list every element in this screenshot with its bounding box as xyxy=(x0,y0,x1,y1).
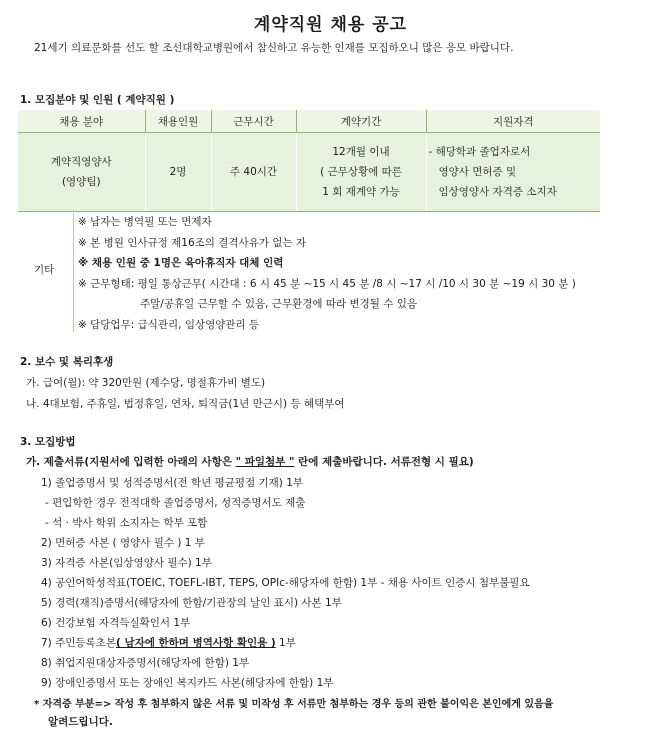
header-qualification: 지원자격 xyxy=(426,110,600,133)
submission-prefix: 가. 제출서류(지원서에 입력한 아래의 사항은 xyxy=(26,456,236,468)
cell-qualification xyxy=(426,133,600,212)
list-item: ※ 담당업무: 급식관리, 임상영양관리 등 xyxy=(78,318,260,331)
qualification-line: - 해당학과 졸업자로서 xyxy=(428,146,531,158)
cell-field xyxy=(18,133,145,212)
list-item: ※ 본 병원 인사규정 제16조의 결격사유가 없는 자 xyxy=(78,236,307,249)
list-item: 주말/공휴일 근무할 수 있음, 근무환경에 따라 변경될 수 있음 xyxy=(140,298,418,310)
etc-label: 기타 xyxy=(34,264,55,276)
etc-list xyxy=(78,212,576,335)
intro-text: 21세기 의료문화를 선도 할 조선대학교병원에서 참신하고 유능한 인재를 모집하오니 많은 응모 바랍니다. xyxy=(34,42,514,54)
section1-heading: 1. 모집분야 및 인원 ( 계약직원 ) xyxy=(20,94,175,106)
attach-label: " 파일첨부 " xyxy=(235,456,295,468)
item7-prefix: 7) 주민등록초본 xyxy=(41,637,116,649)
list-item: 나. 4대보험, 주휴일, 법정휴일, 연차, 퇴직금(1년 만근시) 등 혜택부여 xyxy=(26,398,345,410)
list-item: 가. 급여(월): 약 320만원 (제수당, 명절휴가비 별도) xyxy=(26,377,266,389)
list-item: - 편입학한 경우 전적대학 졸업증명서, 성적증명서도 제출 xyxy=(45,497,306,509)
list-item: 4) 공인어학성적표(TOEIC, TOEFL-IBT, TEPS, OPIc-해당자에 한함) 1부 - 채용 사이트 인증시 첨부불필요 xyxy=(41,577,530,589)
qualification-line: 임상영양사 자격증 소지자 xyxy=(438,186,557,198)
list-item: 3) 자격증 사본(임상영양사 필수) 1부 xyxy=(41,557,212,569)
field-name: 계약직영양사 xyxy=(50,156,112,168)
list-item: ※ 남자는 병역필 또는 면제자 xyxy=(78,216,212,228)
period-line: 12개월 이내 xyxy=(332,146,390,158)
qualification-line: 영양사 면허증 및 xyxy=(438,166,517,178)
cell-period xyxy=(296,133,426,212)
submission-suffix: 란에 제출바랍니다. 서류전형 시 필요) xyxy=(294,456,474,468)
table-row xyxy=(18,133,600,212)
section2-heading: 2. 보수 및 복리후생 xyxy=(20,356,114,368)
item7-emphasis: ( 남자에 한하며 병역사항 확인용 ) xyxy=(115,637,276,649)
etc-divider xyxy=(73,210,74,332)
section3-heading: 3. 모집방법 xyxy=(20,436,76,448)
list-item: 1) 졸업증명서 및 성적증명서(전 학년 평균평점 기재) 1부 xyxy=(41,477,304,489)
list-item: - 석 · 박사 학위 소지자는 학부 포함 xyxy=(45,517,208,529)
list-item: 8) 취업지원대상자증명서(해당자에 한함) 1부 xyxy=(41,657,250,669)
page-title: 계약직원 채용 공고 xyxy=(253,15,408,35)
table-header-row xyxy=(18,110,600,133)
list-item: ※ 채용 인원 중 1명은 육아휴직자 대체 인력 xyxy=(78,257,284,269)
period-line: 1 회 재계약 가능 xyxy=(322,186,400,198)
list-item: 5) 경력(재직)증명서(해당자에 한함/기관장의 날인 표시) 사본 1부 xyxy=(41,597,342,609)
header-hours: 근무시간 xyxy=(211,110,296,133)
list-item: 2) 면허증 사본 ( 영양사 필수 ) 1 부 xyxy=(41,537,205,549)
recruitment-table xyxy=(18,110,600,212)
header-count: 채용인원 xyxy=(145,110,211,133)
list-item: 6) 건강보험 자격득실확인서 1부 xyxy=(41,617,191,629)
header-period: 계약기간 xyxy=(296,110,426,133)
period-line: ( 근무상황에 따른 xyxy=(320,166,402,178)
note-line: 알려드립니다. xyxy=(48,716,113,728)
list-item: ※ 근무형태: 평일 통상근무( 시간대 : 6 시 45 분 ~15 시 45 분 /8 시 ~17 시 /10 시 30 분 ~19 시 30 분 ) xyxy=(78,277,576,290)
item7-suffix: 1부 xyxy=(275,637,296,649)
note-line: * 자격증 부분=> 작성 후 첨부하지 않은 서류 및 미작성 후 서류만 첨부하는 경우 등의 관한 불이익은 본인에게 있음을 xyxy=(34,699,554,710)
cell-count: 2명 xyxy=(145,133,211,212)
field-dept: (영양팀) xyxy=(61,176,101,188)
cell-hours: 주 40시간 xyxy=(211,133,296,212)
header-field: 채용 분야 xyxy=(18,110,145,133)
list-item xyxy=(41,635,296,650)
list-item: 9) 장애인증명서 또는 장애인 복지카드 사본(해당자에 한함) 1부 xyxy=(41,677,334,689)
submission-docs-heading xyxy=(26,454,474,469)
